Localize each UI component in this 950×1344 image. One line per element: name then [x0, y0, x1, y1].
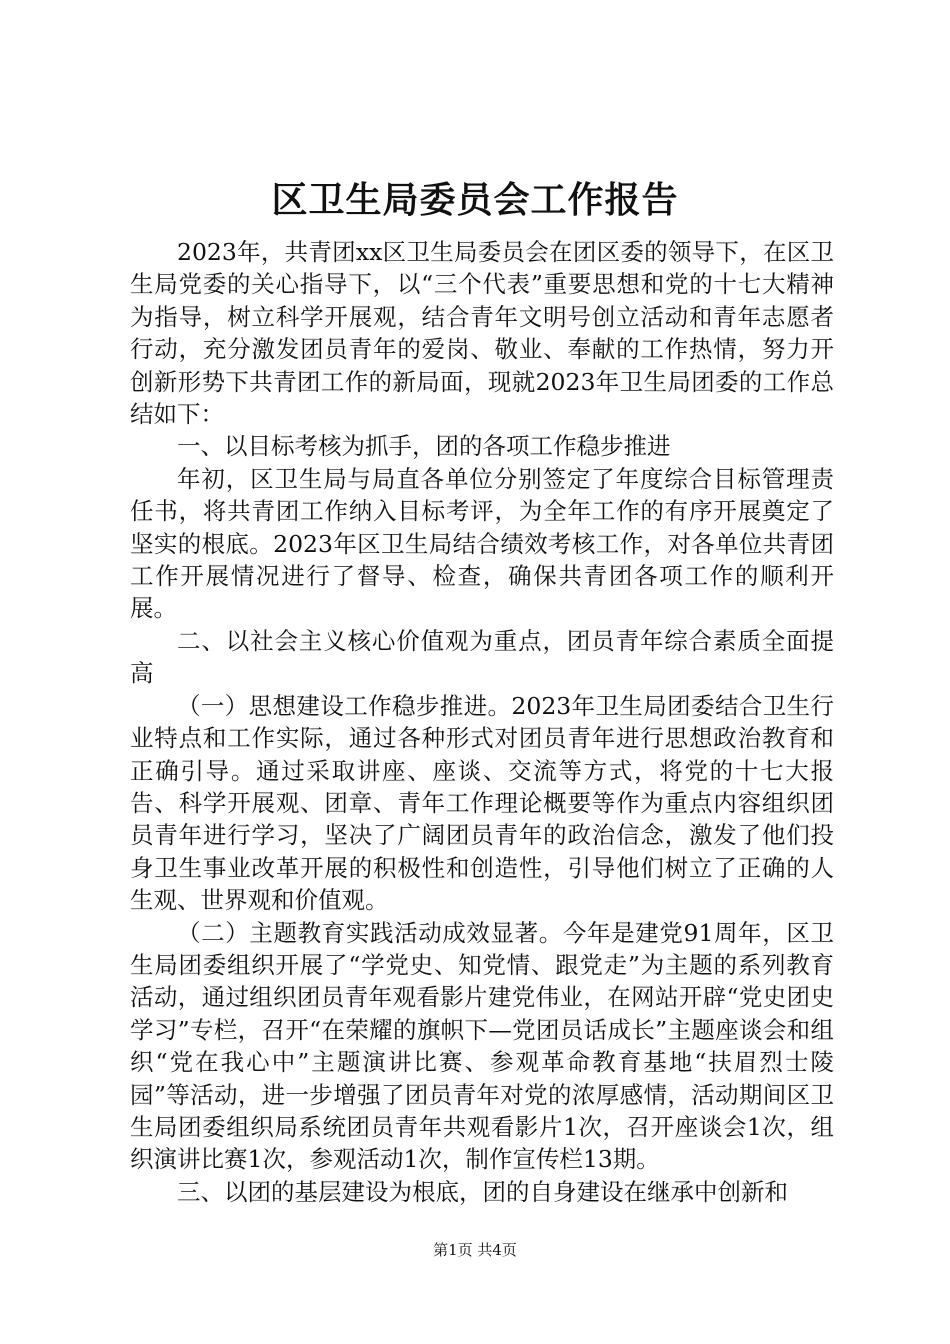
paragraph-section-2-2: （二）主题教育实践活动成效显著。今年是建党91周年，区卫生局团委组织开展了“学党史、知党情、跟党走”为主题的系列教育活动，通过组织团员青年观看影片建党伟业，在网站开辟“党史团史学习”专栏，召开“在荣耀的旗帜下—党团员话成长”主题座谈会和组织“党在我心中”主题演讲比赛、参观革命教育基地“扶眉烈士陵园”等活动，进一步增强了团员青年对党的浓厚感情，活动期间区卫生局团委组织局系统团员青年共观看影片1次，召开座谈会1次，组织演讲比赛1次，参观活动1次，制作宣传栏13期。 — [130, 918, 834, 1174]
heading-section-2: 二、以社会主义核心价值观为重点，团员青年综合素质全面提高 — [130, 626, 834, 688]
heading-section-3: 三、以团的基层建设为根底，团的自身建设在继承中创新和 — [177, 1177, 788, 1206]
paragraph-section-1: 年初，区卫生局与局直各单位分别签定了年度综合目标管理责任书，将共青团工作纳入目标考评，为全年工作的有序开展奠定了坚实的根底。2023年区卫生局结合绩效考核工作，对各单位共青团工作开展情况进行了督导、检查，确保共青团各项工作的顺利开展。 — [130, 464, 834, 623]
paragraph-intro: 2023年，共青团xx区卫生局委员会在团区委的领导下，在区卫生局党委的关心指导下，以“三个代表”重要思想和党的十七大精神为指导，树立科学开展观，结合青年文明号创立活动和青年志愿者行动，充分激发团员青年的爱岗、敬业、奉献的工作热情，努力开创新形势下共青团工作的新局面，现就2023年卫生局团委的工作总结如下： — [130, 238, 834, 429]
heading-section-1: 一、以目标考核为抓手，团的各项工作稳步推进 — [177, 432, 671, 461]
paragraph-section-2-1: （一）思想建设工作稳步推进。2023年卫生局团委结合卫生行业特点和工作实际，通过各种形式对团员青年进行思想政治教育和正确引导。通过采取讲座、座谈、交流等方式，将党的十七大报告、科学开展观、团章、青年工作理论概要等作为重点内容组织团员青年进行学习，坚决了广阔团员青年的政治信念，激发了他们投身卫生事业改革开展的积极性和创造性，引导他们树立了正确的人生观、世界观和价值观。 — [130, 691, 834, 915]
page-number: 第1页 共4页 — [433, 1241, 517, 1259]
document-body — [130, 236, 834, 1208]
document-title: 区卫生局委员会工作报告 — [271, 179, 679, 221]
